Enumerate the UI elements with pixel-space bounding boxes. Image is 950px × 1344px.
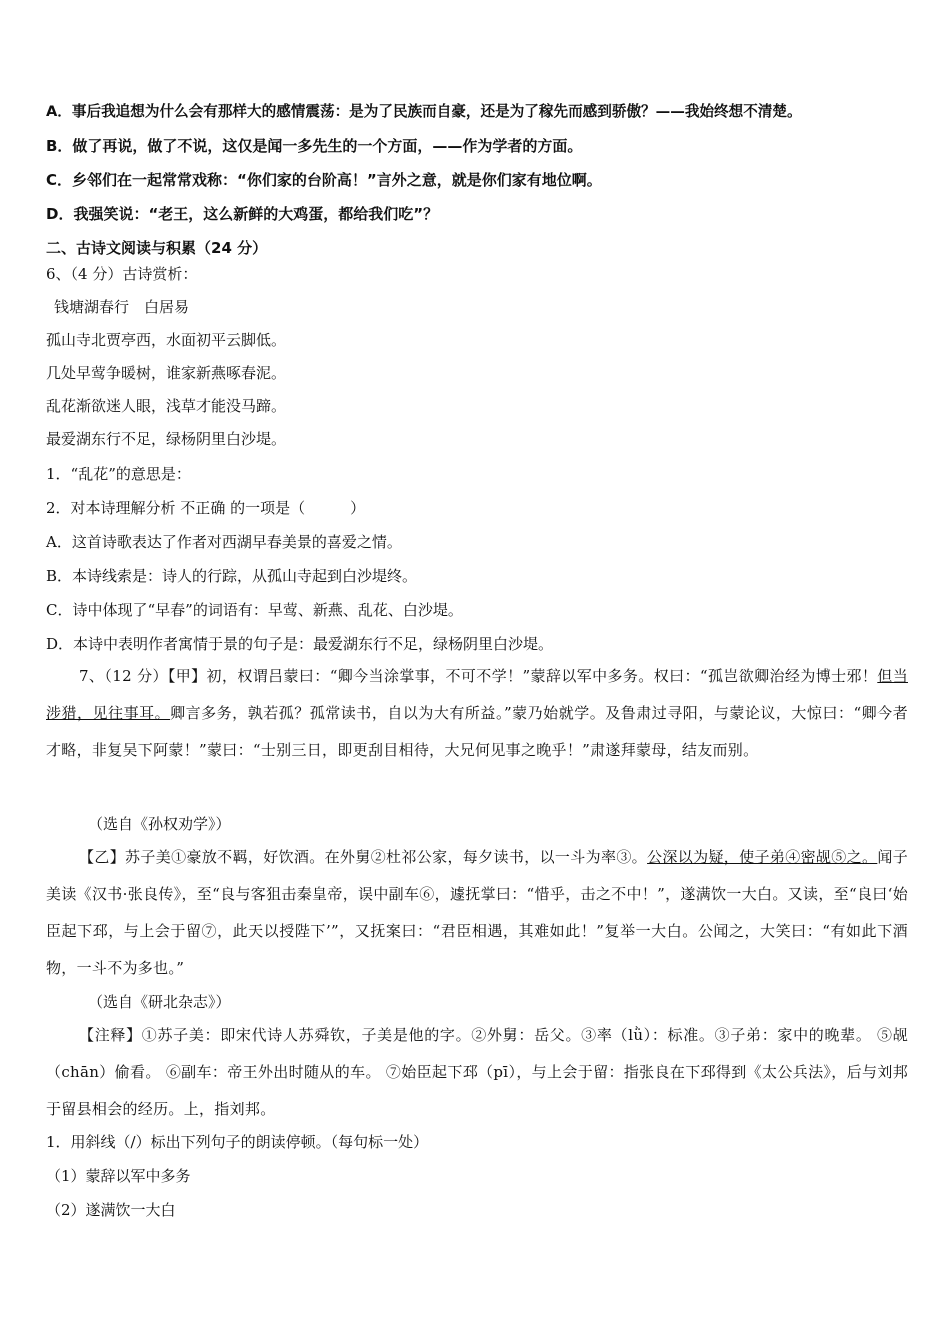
poem-line: 孤山寺北贾亭西，水面初平云脚低。	[46, 331, 287, 349]
q7-notes: 【注释】①苏子美：即宋代诗人苏舜钦，子美是他的字。②外舅：岳父。③率（lǜ）：标准。③子弟：家中的晚辈。 ⑤觇（chān）偷看。 ⑥副车：帝王外出时随从的车。 ⑦始臣起下邳（pī），与上会于留：指张良在下邳得到《太公兵法》，后与刘邦于留县相会的经历。上，指刘邦。	[46, 1026, 908, 1118]
q7-jia-underlined: 但当涉猎，见往事耳。	[46, 667, 908, 722]
poem-line: 几处早莺争暖树，谁家新燕啄春泥。	[46, 364, 287, 382]
q7-sub1-item: （1）蒙辞以军中多务	[46, 1167, 191, 1185]
section-heading: 二、古诗文阅读与积累（24 分）	[46, 239, 268, 257]
q6-sub2: 2．对本诗理解分析 不正确 的一项是（ ）	[46, 499, 366, 517]
q7-yi-paragraph	[46, 839, 908, 987]
q7-yi-text-2: 闻子美读《汉书·张良传》，至“良与客狙击秦皇帝，误中副车⑥，遽抚掌曰：“惜乎，击之不中！”，遂满饮一大白。又读，至“良曰‘始臣起下邳，与上会于留⑦，此天以授陛下’”，又抚案曰：“君臣相遇，其难如此！”复举一大白。公闻之，大笑曰：“有如此下酒物，一斗不为多也。”	[46, 848, 908, 977]
q7-sub1: 1．用斜线（/）标出下列句子的朗读停顿。（每句标一处）	[46, 1133, 429, 1151]
poem-title: 钱塘湖春行 白居易	[54, 298, 190, 316]
q7-jia-text-2: 卿言多务，孰若孤？孤常读书，自以为大有所益。”蒙乃始就学。及鲁肃过寻阳，与蒙论议，大惊曰：“卿今者才略，非复吴下阿蒙！”蒙曰：“士别三日，即更刮目相待，大兄何见事之晚乎！”肃遂拜蒙母，结友而别。	[46, 704, 908, 759]
q6-choice-d: D．本诗中表明作者寓情于景的句子是：最爱湖东行不足，绿杨阴里白沙堤。	[46, 635, 554, 653]
q7-jia-text: 7、（12 分）【甲】初，权谓吕蒙曰：“卿今当涂掌事，不可不学！”蒙辞以军中多务。权曰：“孤岂欲卿治经为博士邪！	[79, 667, 878, 685]
q6-choice-a: A．这首诗歌表达了作者对西湖早春美景的喜爱之情。	[46, 533, 402, 551]
poem-line: 乱花渐欲迷人眼，浅草才能没马蹄。	[46, 397, 287, 415]
option-c: C．乡邻们在一起常常戏称：“你们家的台阶高！”言外之意，就是你们家有地位啊。	[46, 171, 602, 189]
option-d: D．我强笑说：“老王，这么新鲜的大鸡蛋，都给我们吃”？	[46, 205, 439, 223]
q6-choice-b: B．本诗线索是：诗人的行踪，从孤山寺起到白沙堤终。	[46, 567, 418, 585]
poem-line: 最爱湖东行不足，绿杨阴里白沙堤。	[46, 430, 287, 448]
option-a: A．事后我追想为什么会有那样大的感情震荡：是为了民族而自豪，还是为了稼先而感到骄傲？——我始终想不清楚。	[46, 103, 802, 120]
q6-choice-c: C．诗中体现了“早春”的词语有：早莺、新燕、乱花、白沙堤。	[46, 601, 463, 619]
q6-sub1: 1．“乱花”的意思是：	[46, 465, 191, 483]
q6-title: 6、（4 分）古诗赏析：	[46, 265, 198, 283]
q7-yi-source: （选自《研北杂志》）	[88, 993, 231, 1011]
q7-sub1-item: （2）遂满饮一大白	[46, 1201, 176, 1219]
q7-yi-text: 【乙】苏子美①豪放不羁，好饮酒。在外舅②杜祁公家，每夕读书，以一斗为率③。	[79, 848, 648, 866]
option-b: B．做了再说，做了不说，这仅是闻一多先生的一个方面，——作为学者的方面。	[46, 137, 583, 155]
q7-yi-underlined: 公深以为疑，使子弟④密觇⑤之。	[647, 848, 878, 866]
q7-jia-source: （选自《孙权劝学》）	[88, 815, 231, 833]
q7-jia-paragraph	[46, 658, 908, 769]
